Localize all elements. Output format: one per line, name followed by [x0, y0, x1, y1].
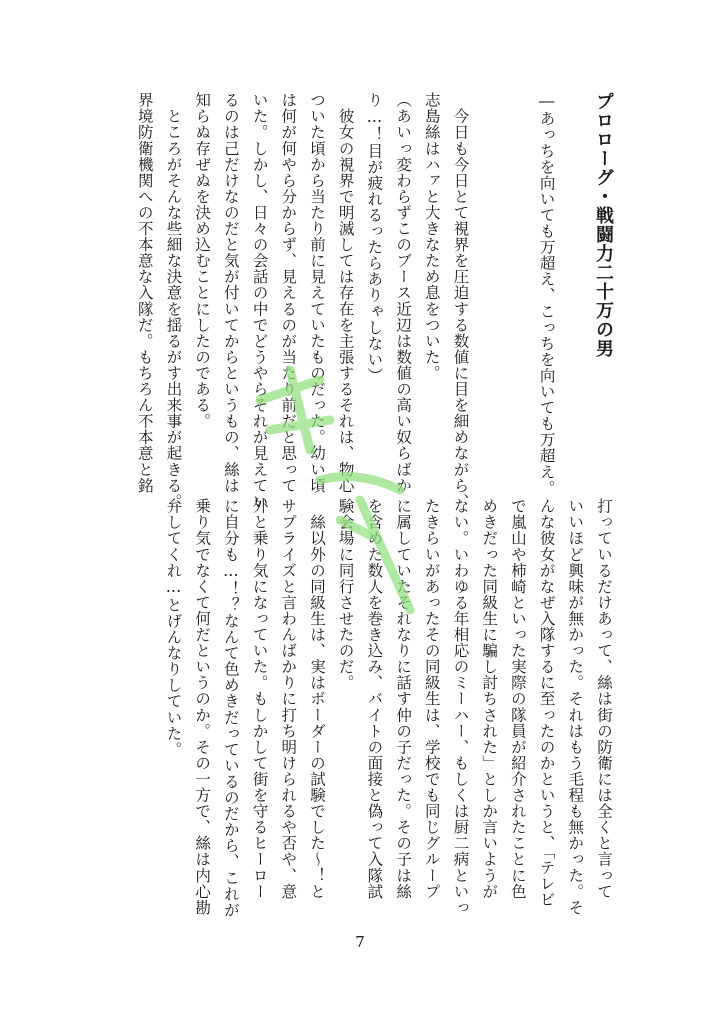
text-column: [503, 92, 532, 492]
text-column: 外と乗り気になっていた。もしかして街を守るヒーロー: [250, 498, 269, 900]
text-column: 知らぬ存ぜぬを決め込むことにしたのである。: [193, 92, 212, 430]
text-column: ところがそんな些細な決意を揺るがす出来事が起きる。: [164, 92, 183, 510]
text-column: めきだった同級生に騙し討ちされた」としか言いようが: [480, 498, 499, 900]
text-column: ―あっちを向いても万超え、こっちを向いても万超え。: [537, 92, 556, 496]
text-column: り…！目が疲れるったらありゃしない）: [365, 92, 384, 384]
text-column: 彼女の視界で明滅しては存在を主張するそれは、物心: [336, 92, 355, 494]
text-column: 弁してくれ…とげんなりしていた。: [164, 498, 183, 758]
text-block-top: [130, 92, 618, 510]
text-column: んな彼女がなぜ入隊するに至ったのかというと、「テレビ: [537, 498, 556, 908]
chapter-title: プロローグ・戦闘力二十万の男: [593, 92, 614, 358]
text-column: 界境防衛機関への不本意な入隊だ。もちろん不本意と銘: [135, 92, 154, 494]
text-column: を含めた数人を巻き込み、バイトの面接と偽って入隊試: [365, 498, 384, 900]
text-column: （あいっ変わらずこのブース近辺は数値の高い奴らばか: [394, 92, 413, 494]
text-column: ついた頃から当たり前に見えていたものだった。幼い頃: [307, 92, 326, 494]
text-column: るのは己だけなのだと気が付いてからというもの、絲は: [221, 92, 240, 494]
text-column: いいほど興味が無かった。それはもう毛程も無かった。そ: [566, 498, 585, 916]
text-column: 絲以外の同級生は、実はボーダーの試験でした〜！と: [307, 498, 326, 900]
text-column: [589, 92, 618, 492]
text-column: 今日も今日とて視界を圧迫する数値に目を細めながら、: [451, 92, 470, 510]
text-column: に自分も…！？なんて色めきだっているのだから、これが: [221, 498, 240, 918]
text-column: に属していたそれなりに話す仲の子だった。その子は絲: [394, 498, 413, 900]
text-column: は何が何やら分からず、見えるのが当たり前だと思って: [279, 92, 298, 494]
text-column: サプライズと言わんばかりに打ち明けられるや否や、意: [279, 498, 298, 900]
text-column: いた。しかし、日々の会話の中でどうやらそれが見えてい: [250, 92, 269, 510]
text-column: [561, 92, 590, 492]
text-column: たきらいがあったその同級生は、学校でも同じグループ: [422, 498, 441, 900]
text-column: 志島絲はハァと大きなため息をついた。: [422, 92, 441, 381]
text-column: で嵐山や柿崎といった実際の隊員が紹介されたことに色: [508, 498, 527, 900]
text-column: 験会場に同行させたのだ。: [336, 498, 355, 691]
text-block-bottom: [159, 498, 618, 918]
text-column: 乗り気でなくて何だというのか。その一方で、絲は内心勘: [193, 498, 212, 916]
text-column: 打っているだけあって、絲は街の防衛には全くと言って: [595, 498, 613, 900]
page-number: 7: [355, 933, 365, 951]
text-column: ない。いわゆる年相応のミーハー、もしくは厨二病といっ: [451, 498, 470, 916]
text-column: [474, 92, 503, 492]
